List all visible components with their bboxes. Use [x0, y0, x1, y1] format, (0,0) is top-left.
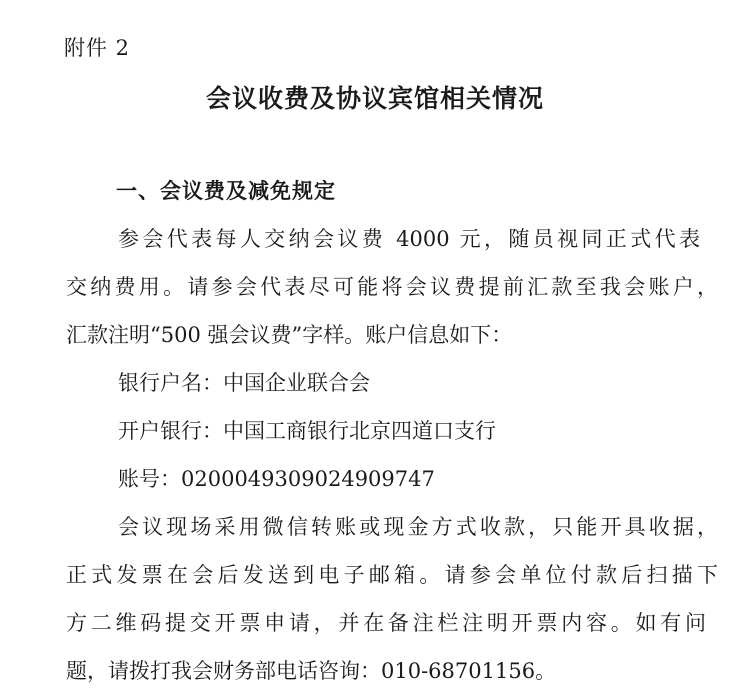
section-heading: 一、会议费及减免规定: [116, 179, 336, 203]
paragraph-line: 交纳费用。请参会代表尽可能将会议费提前汇款至我会账户，: [66, 275, 718, 299]
paragraph-line: 方二维码提交开票申请，并在备注栏注明开票内容。如有问: [66, 611, 706, 635]
attachment-label: 附件 2: [64, 36, 131, 60]
paragraph-line: 正式发票在会后发送到电子邮箱。请参会单位付款后扫描下: [66, 563, 718, 587]
paragraph-line: 题，请拨打我会财务部电话咨询：010-68701156。: [66, 659, 557, 683]
bank-name-line: 开户银行：中国工商银行北京四道口支行: [118, 419, 496, 443]
account-number-line: 账号：0200049309024909747: [118, 467, 435, 491]
page-title: 会议收费及协议宾馆相关情况: [205, 84, 544, 113]
account-name-line: 银行户名：中国企业联合会: [118, 371, 370, 395]
paragraph-line: 汇款注明“500 强会议费”字样。账户信息如下：: [66, 323, 513, 347]
paragraph-line: 参会代表每人交纳会议费 4000 元，随员视同正式代表: [118, 227, 700, 251]
paragraph-line: 会议现场采用微信转账或现金方式收款，只能开具收据，: [118, 515, 718, 539]
